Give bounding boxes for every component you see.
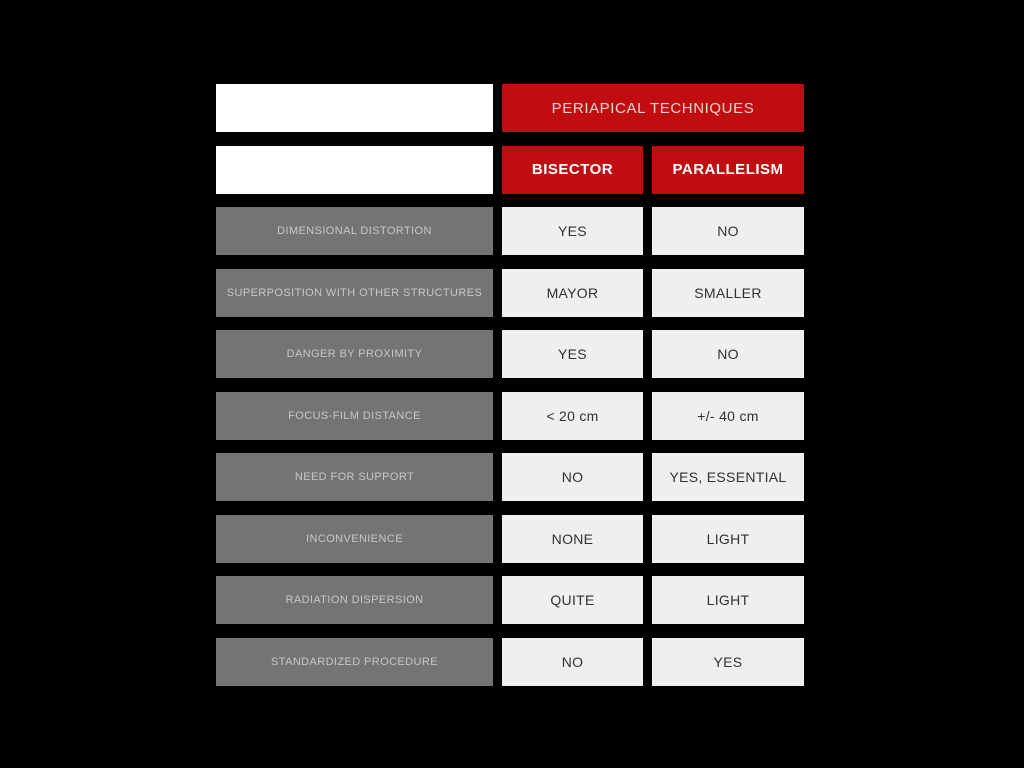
row-label: INCONVENIENCE: [216, 515, 493, 563]
bisector-value: NO: [502, 453, 643, 501]
row-label: SUPERPOSITION WITH OTHER STRUCTURES: [216, 269, 493, 317]
row-label: FOCUS-FILM DISTANCE: [216, 392, 493, 440]
row-label: DIMENSIONAL DISTORTION: [216, 207, 493, 255]
column-header-label: BISECTOR: [531, 161, 614, 178]
parallelism-value: NO: [652, 330, 804, 378]
table-title-banner: [502, 84, 804, 132]
bisector-value: YES: [502, 330, 643, 378]
parallelism-value: YES: [652, 638, 804, 686]
row-label: RADIATION DISPERSION: [216, 576, 493, 624]
corner-spacer-bottom: [216, 146, 493, 194]
row-label: DANGER BY PROXIMITY: [216, 330, 493, 378]
bisector-value: YES: [502, 207, 643, 255]
bisector-value: < 20 cm: [502, 392, 643, 440]
table-title: PERIAPICAL TECHNIQUES: [551, 99, 755, 117]
bisector-value: NONE: [502, 515, 643, 563]
parallelism-value: +/- 40 cm: [652, 392, 804, 440]
parallelism-value: NO: [652, 207, 804, 255]
bisector-value: QUITE: [502, 576, 643, 624]
parallelism-value: SMALLER: [652, 269, 804, 317]
corner-spacer-top: [216, 84, 493, 132]
column-header-parallelism: [652, 146, 804, 194]
bisector-value: NO: [502, 638, 643, 686]
row-label: STANDARDIZED PROCEDURE: [216, 638, 493, 686]
parallelism-value: YES, ESSENTIAL: [652, 453, 804, 501]
bisector-value: MAYOR: [502, 269, 643, 317]
column-header-bisector: [502, 146, 643, 194]
parallelism-value: LIGHT: [652, 576, 804, 624]
row-label: NEED FOR SUPPORT: [216, 453, 493, 501]
parallelism-value: LIGHT: [652, 515, 804, 563]
comparison-table: [216, 84, 804, 686]
column-header-label: PARALLELISM: [672, 161, 784, 178]
